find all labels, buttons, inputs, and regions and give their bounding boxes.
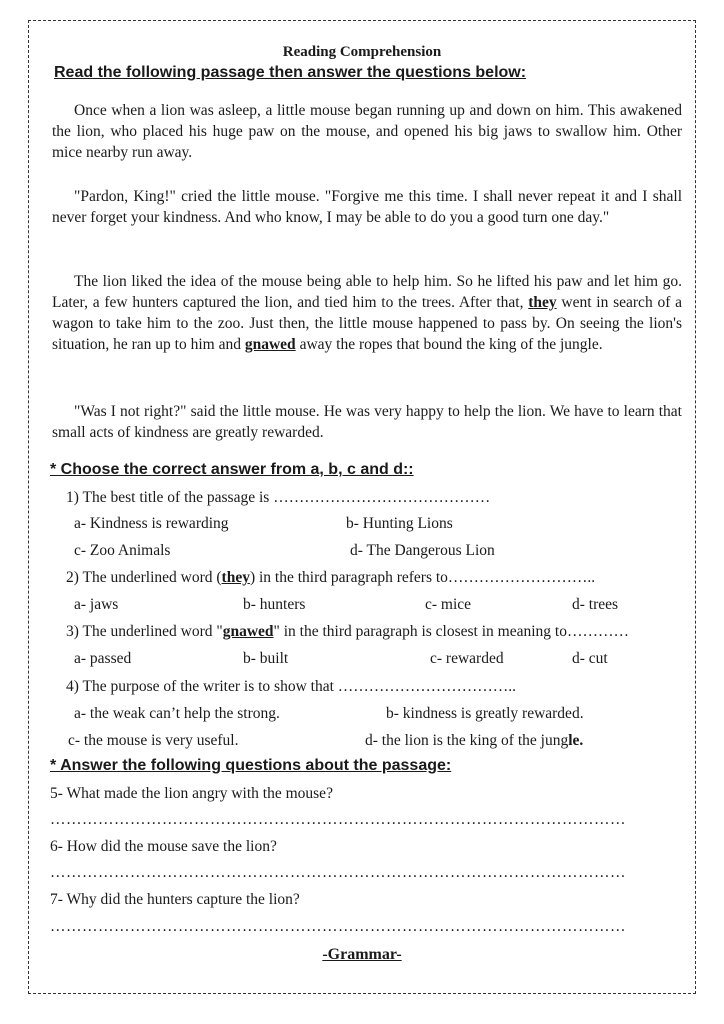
question-1: 1) The best title of the passage is …………………………………… bbox=[66, 489, 491, 506]
answer-line-6[interactable]: ……………………………………………………………………………………………… bbox=[50, 864, 626, 881]
paragraph-3-text-b: went in search of a wagon to take him to the zoo. Just then, the little mouse happened to pass by. On seeing the lion's situation, he ran up to him and bbox=[52, 294, 683, 353]
answer-line-5[interactable]: ……………………………………………………………………………………………… bbox=[50, 811, 626, 828]
question-2-suffix: ) in the third paragraph refers to……………………….. bbox=[249, 569, 596, 586]
q4-option-b[interactable]: b- kindness is greatly rewarded. bbox=[386, 705, 584, 722]
section-multiple-choice-heading: * Choose the correct answer from a, b, c and d:: bbox=[50, 461, 414, 478]
q3-option-a[interactable]: a- passed bbox=[74, 650, 132, 667]
grammar-heading: -Grammar- bbox=[322, 946, 402, 963]
q4-option-d[interactable] bbox=[365, 732, 583, 750]
q2-option-b[interactable]: b- hunters bbox=[243, 596, 306, 613]
question-3-suffix: " in the third paragraph is closest in meaning to………… bbox=[273, 623, 629, 640]
q1-option-d[interactable]: d- The Dangerous Lion bbox=[350, 542, 495, 559]
question-4: 4) The purpose of the writer is to show that …………………………….. bbox=[66, 678, 517, 695]
question-2-keyword: they bbox=[221, 569, 250, 586]
question-5: 5- What made the lion angry with the mouse? bbox=[50, 785, 333, 802]
q3-option-c[interactable]: c- rewarded bbox=[430, 650, 504, 667]
worksheet-title: Reading Comprehension bbox=[282, 44, 442, 60]
paragraph-3-text-a: The lion liked the idea of the mouse being able to help him. So he lifted his paw and let him go. Later, a few hunters captured the lion, and tied him to the trees. After that, bbox=[52, 273, 682, 311]
question-2-prefix: 2) The underlined word ( bbox=[66, 569, 222, 586]
question-2 bbox=[66, 569, 595, 587]
answer-line-7[interactable]: ……………………………………………………………………………………………… bbox=[50, 918, 626, 935]
q1-option-b[interactable]: b- Hunting Lions bbox=[346, 515, 453, 532]
q2-option-d[interactable]: d- trees bbox=[572, 596, 619, 613]
question-3-keyword: gnawed bbox=[222, 623, 274, 640]
q3-option-d[interactable]: d- cut bbox=[572, 650, 608, 667]
q1-option-a[interactable]: a- Kindness is rewarding bbox=[74, 515, 229, 532]
question-7: 7- Why did the hunters capture the lion? bbox=[50, 891, 300, 908]
q2-option-c[interactable]: c- mice bbox=[425, 596, 472, 613]
q2-option-a[interactable]: a- jaws bbox=[74, 596, 119, 613]
q4-option-d-text: d- the lion is the king of the jung bbox=[365, 732, 569, 749]
paragraph-3-text-c: away the ropes that bound the king of the jungle. bbox=[295, 336, 603, 353]
passage-instruction: Read the following passage then answer the questions below: bbox=[54, 64, 527, 81]
keyword-they: they bbox=[528, 294, 557, 311]
q4-option-d-bold: le. bbox=[568, 732, 584, 749]
paragraph-3 bbox=[52, 271, 682, 355]
paragraph-4: "Was I not right?" said the little mouse. He was very happy to help the lion. We have to learn that small acts of kindness are greatly rewarded. bbox=[52, 403, 682, 441]
paragraph-1: Once when a lion was asleep, a little mouse began running up and down on him. This awakened the lion, who placed his huge paw on the mouse, and opened his big jaws to swallow him. Other mice nearby run away. bbox=[52, 102, 682, 161]
paragraph-2: "Pardon, King!" cried the little mouse. "Forgive me this time. I shall never repeat it and I shall never forget your kindness. And who know, I may be able to do you a good turn one day." bbox=[52, 188, 682, 226]
q4-option-c[interactable]: c- the mouse is very useful. bbox=[68, 732, 239, 749]
q4-option-a[interactable]: a- the weak can’t help the strong. bbox=[74, 705, 280, 722]
q1-option-c[interactable]: c- Zoo Animals bbox=[74, 542, 171, 559]
question-3 bbox=[66, 623, 629, 641]
question-3-prefix: 3) The underlined word " bbox=[66, 623, 223, 640]
q3-option-b[interactable]: b- built bbox=[243, 650, 289, 667]
keyword-gnawed: gnawed bbox=[244, 336, 296, 353]
section-open-questions-heading: * Answer the following questions about the passage: bbox=[50, 757, 452, 774]
question-6: 6- How did the mouse save the lion? bbox=[50, 838, 277, 855]
